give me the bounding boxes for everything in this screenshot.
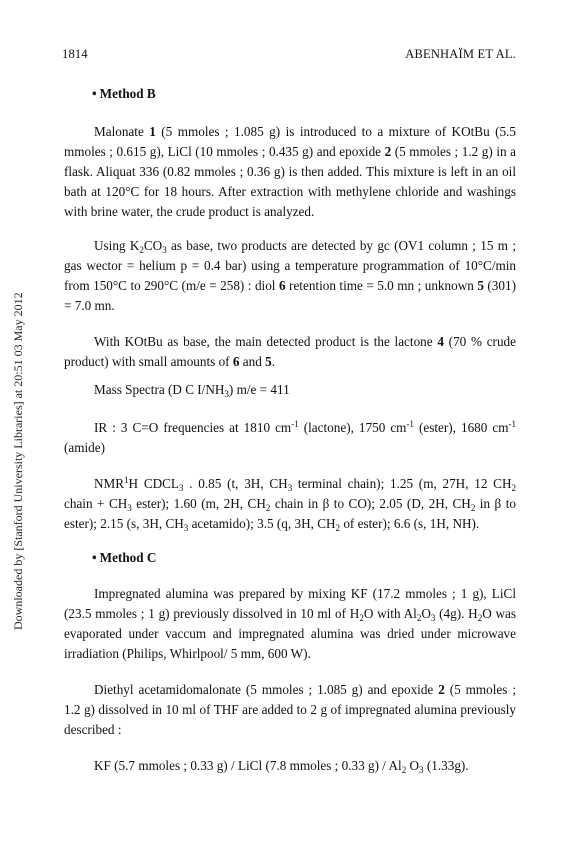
page-number: 1814 <box>62 47 88 61</box>
paragraph-lactone: With KOtBu as base, the main detected product is the lactone 4 (70 % crude product) with small amounts of 6 and 5. <box>64 334 516 369</box>
bullet-icon: • <box>92 86 97 101</box>
paragraph-kf-ratio: KF (5.7 mmoles ; 0.33 g) / LiCl (7.8 mmoles ; 0.33 $g) / Al_2$ $O_3$ (1.33g). <box>94 758 469 775</box>
download-watermark <box>8 250 25 630</box>
paragraph-ir: IR : 3 C=O frequencies at 1810 $cm^{-1}$ (lactone), 1750 $cm^{-1}$ (ester), 1680 $cm^{-1}$ (amide) <box>64 419 516 455</box>
paragraph-impregnated-alumina: Impregnated alumina was prepared by mixing KF (17.2 mmoles ; 1 g), LiCl (23.5 mmoles ; 1 g) previously dissolved in 10 ml of $H_2O$ with $Al_2O_3$ (4g). $H_2O$ was evaporated under vaccum and impregnated alumina was dried under microwave irradiation (Philips, Whirlpool/ 5 mm, 600 W). <box>64 586 516 661</box>
page-header <box>62 44 516 64</box>
method-c-heading <box>92 548 156 568</box>
paragraph-mass-spectra: Mass Spectra (D C $I/NH_3$) m/e = 411 <box>94 382 290 399</box>
method-b-heading <box>92 84 156 104</box>
paragraph-nmr: NMR$^1$H $CDCL_3$ . 0.85 (t, 3H, $CH_3$ terminal chain); 1.25 (m, 27H, 12 $CH_2$ chain + $CH_3$ ester); 1.60 (m, 2H, $CH_2$ chain in β to CO); 2.05 (D, 2H, $CH_2$ in β to ester); 2.15 (s, 3H, $CH_3$ acetamido); 3.5 (q, 3H, $CH_2$ of ester); 6.6 (s, 1H, NH). <box>64 475 516 533</box>
running-head-authors: ABENHAÏM ET AL. <box>405 47 516 61</box>
heading-text: Method C <box>99 550 157 565</box>
paragraph-method-b: Malonate 1 (5 mmoles ; 1.085 g) is introduced to a mixture of KOtBu (5.5 mmoles ; 0.615 g), LiCl (10 mmoles ; 0.435 g) and epoxide 2 (5 mmoles ; 1.2 g) in a flask. Aliquat 336 (0.82 mmoles ; 0.36 g) is then added. This mixture is left in an oil bath at 120°C for 18 hours. After extraction with methylene chloride and washings with brine water, the crude product is analyzed. <box>64 124 516 219</box>
heading-text: Method B <box>99 86 156 101</box>
paragraph-gc-analysis: Using $K_2CO_3$ as base, two products are detected by gc (OV1 column ; 15 m ; gas wector = helium p = 0.4 bar) using a temperature programmation of 10°C/min from 150°C to 290°C (m/e = 258) : diol 6 retention time = 5.0 mn ; unknown 5 (301) = 7.0 mn. <box>64 238 517 313</box>
download-notice: Downloaded by [Stanford University Libraries] at 20:51 03 May 2012 <box>11 292 25 630</box>
paragraph-diethyl: Diethyl acetamidomalonate (5 mmoles ; 1.085 g) and epoxide 2 (5 mmoles ; 1.2 g) dissolved in 10 ml of THF are added to 2 g of impregnated alumina previously described : <box>64 682 516 737</box>
bullet-icon: • <box>92 550 97 565</box>
